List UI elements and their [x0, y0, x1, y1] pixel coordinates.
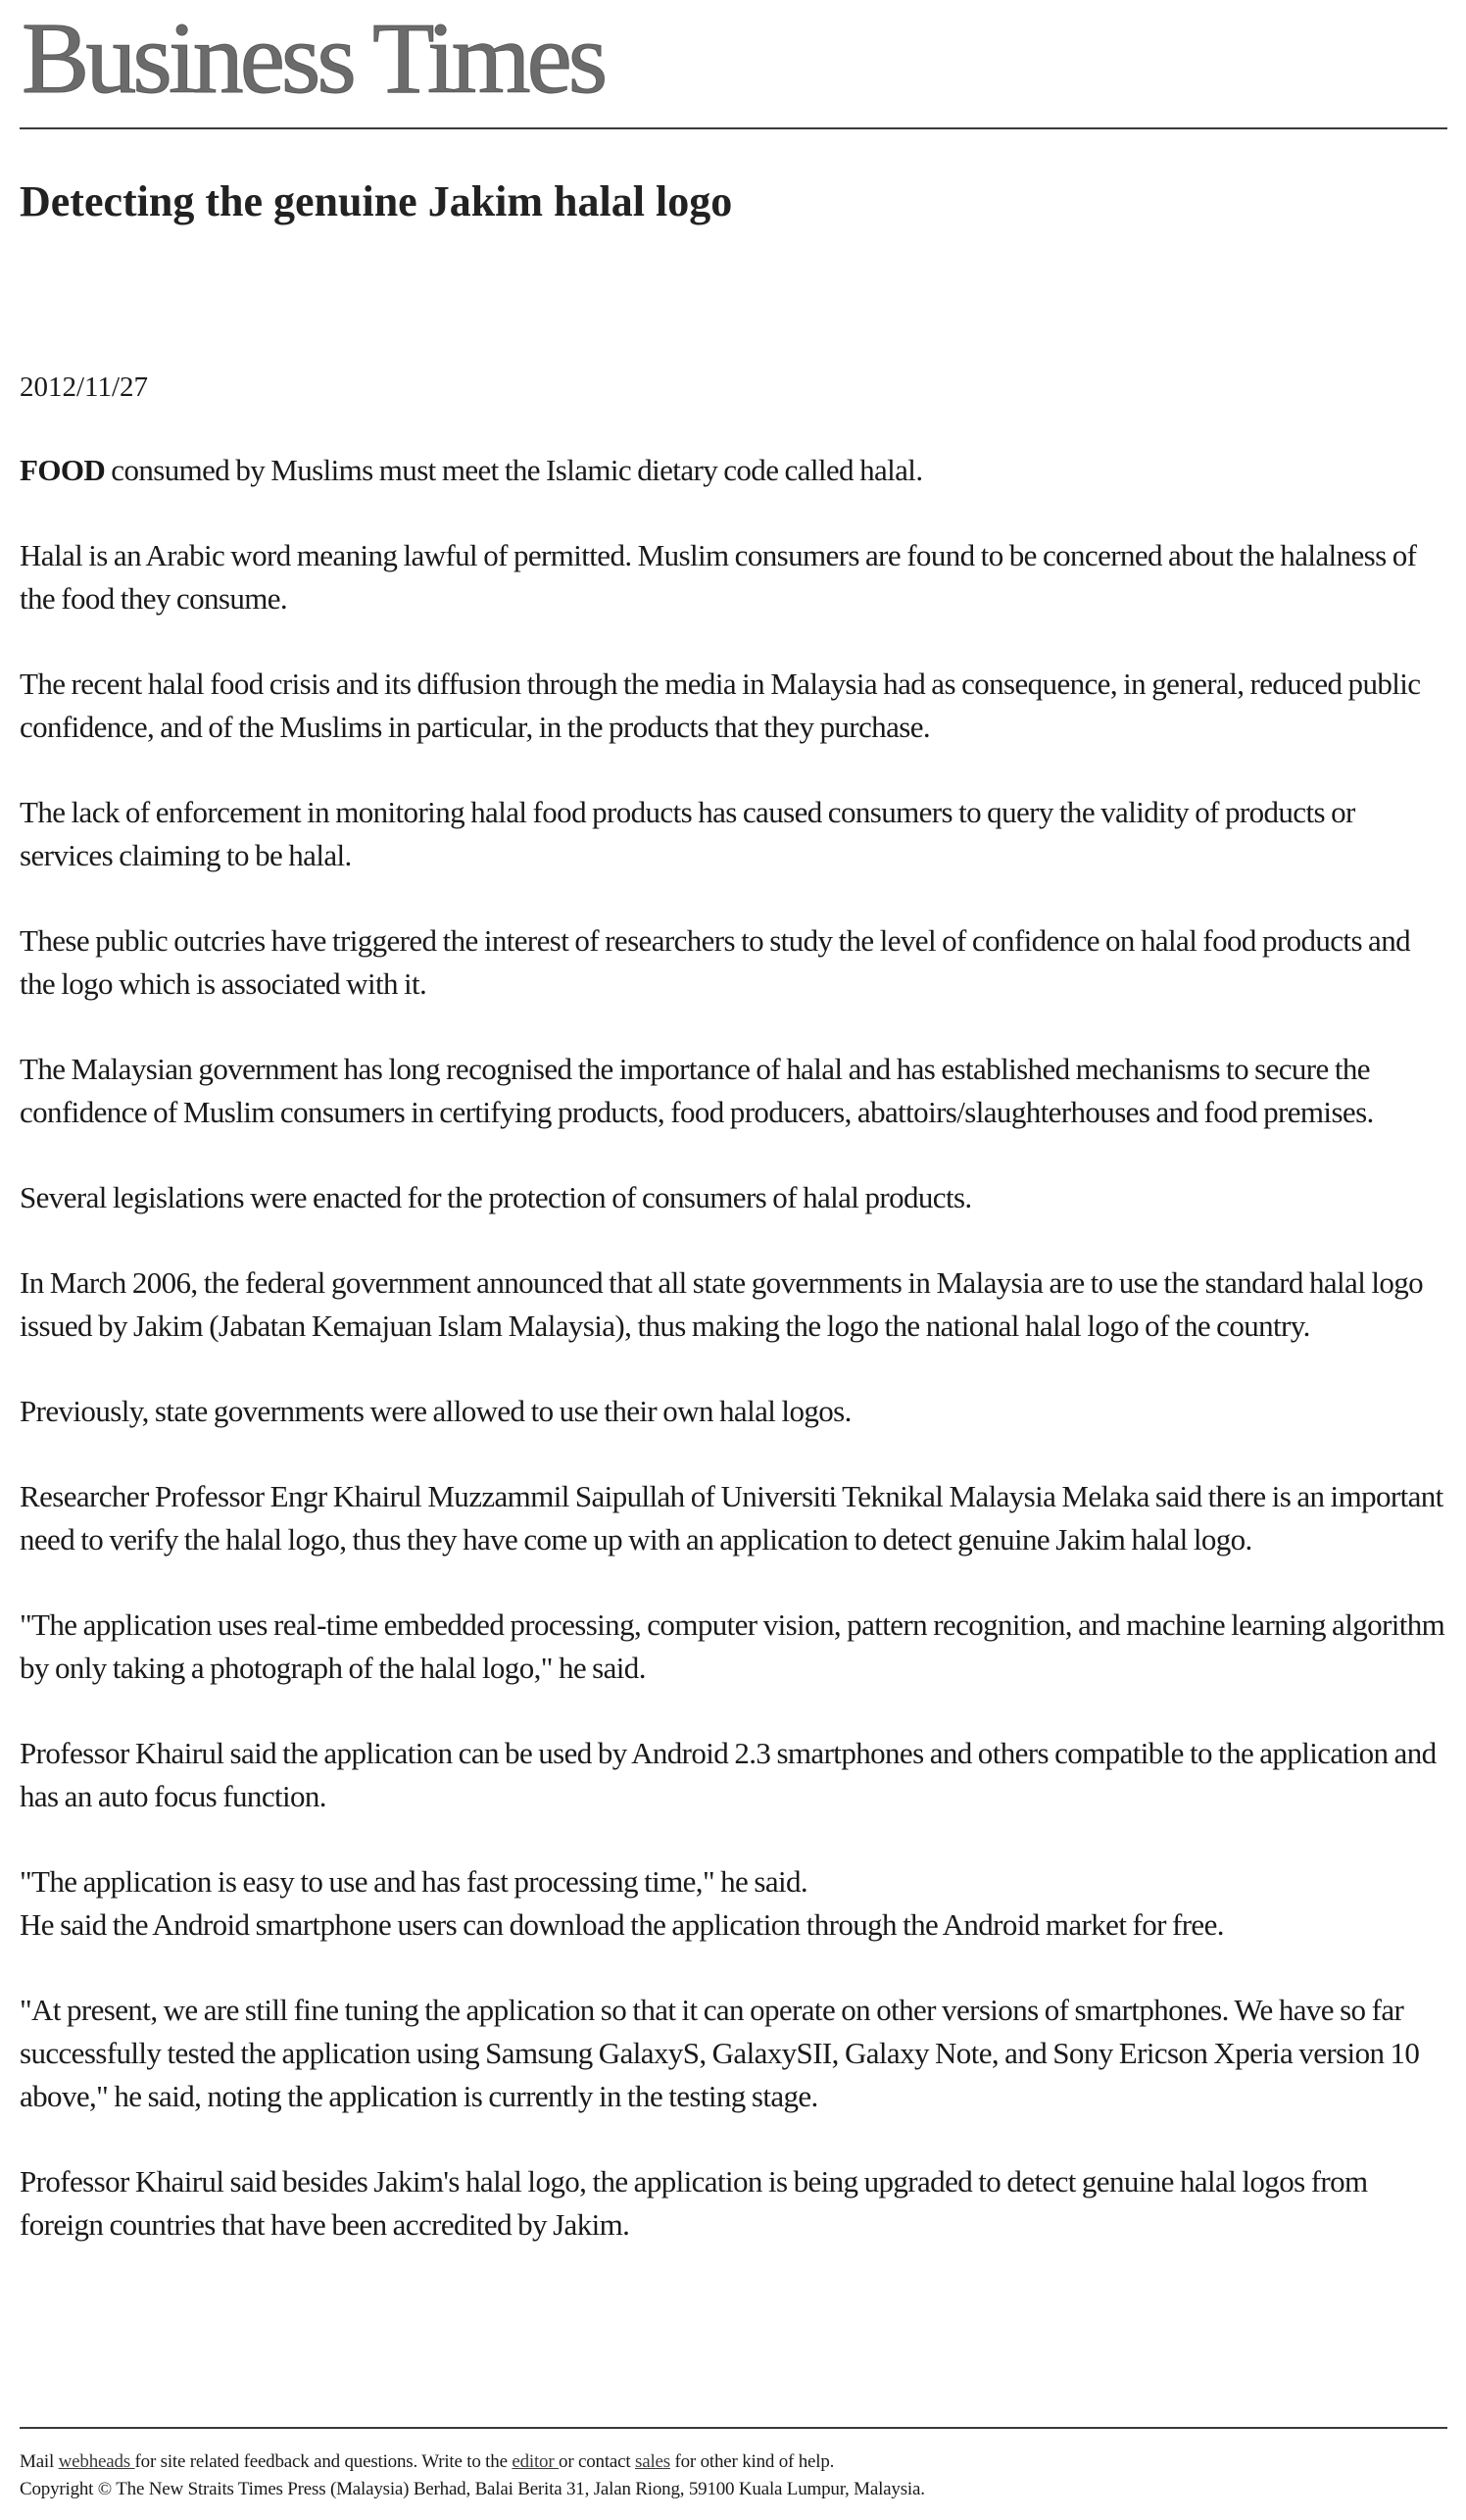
lead-paragraph — [20, 449, 1450, 492]
paragraph: Previously, state governments were allowed to use their own halal logos. — [20, 1394, 852, 1428]
paragraph: Researcher Professor Engr Khairul Muzzammil Saipullah of Universiti Teknikal Malaysia Melaka said there is an important need to verify the halal logo, thus they have come up with an application to detect genuine Jakim halal logo. — [20, 1479, 1443, 1556]
paragraph: Professor Khairul said besides Jakim's halal logo, the application is being upgraded to detect genuine halal logos from foreign countries that have been accredited by Jakim. — [20, 2164, 1368, 2242]
paragraph: Several legislations were enacted for the protection of consumers of halal products. — [20, 1180, 972, 1214]
paragraph: These public outcries have triggered the interest of researchers to study the level of confidence on halal food products and the logo which is associated with it. — [20, 923, 1411, 1001]
paragraph: "The application is easy to use and has fast processing time," he said. — [20, 1864, 808, 1899]
paragraph: The Malaysian government has long recognised the importance of halal and has established mechanisms to secure the confidence of Muslim consumers in certifying products, food producers, abattoirs/slaughterhouses and food premises. — [20, 1052, 1374, 1129]
footer-mail-prefix: Mail — [20, 2451, 59, 2472]
paragraph: The recent halal food crisis and its diffusion through the media in Malaysia had as consequence, in general, reduced public confidence, and of the Muslims in particular, in the products that they purchase. — [20, 667, 1421, 744]
article-body — [20, 449, 1450, 2289]
footer-copyright: Copyright © The New Straits Times Press (Malaysia) Berhad, Balai Berita 31, Jalan Riong, 59100 Kuala Lumpur, Malaysia. — [20, 2479, 925, 2499]
page-footer — [20, 2448, 925, 2503]
footer-contact-line — [20, 2448, 925, 2476]
paragraph: Halal is an Arabic word meaning lawful of permitted. Muslim consumers are found to be concerned about the halalness of the food they consume. — [20, 538, 1417, 616]
footer-text: for other kind of help. — [669, 2451, 835, 2472]
lead-word: FOOD — [20, 453, 106, 487]
footer-divider — [20, 2427, 1447, 2429]
sales-link[interactable]: sales — [635, 2451, 670, 2472]
masthead-logo: Business Times — [22, 2, 605, 115]
paragraph: Professor Khairul said the application can be used by Android 2.3 smartphones and others compatible to the application and has an auto focus function. — [20, 1736, 1437, 1813]
footer-text: or contact — [559, 2451, 636, 2472]
article-date: 2012/11/27 — [20, 371, 149, 403]
paragraph: He said the Android smartphone users can download the application through the Android market for free. — [20, 1907, 1224, 1942]
footer-text: for site related feedback and questions. Write to the — [134, 2451, 513, 2472]
paragraph: "The application uses real-time embedded processing, computer vision, pattern recognition, and machine learning algorithm by only taking a photograph of the halal logo," he said. — [20, 1607, 1445, 1685]
article-headline: Detecting the genuine Jakim halal logo — [20, 177, 733, 225]
paragraph: In March 2006, the federal government announced that all state governments in Malaysia are to use the standard halal logo issued by Jakim (Jabatan Kemajuan Islam Malaysia), thus making the logo the national halal logo of the country. — [20, 1265, 1424, 1343]
webheads-link[interactable]: webheads — [58, 2451, 135, 2472]
lead-text: consumed by Muslims must meet the Islamic dietary code called halal. — [105, 453, 923, 487]
paragraph: "At present, we are still fine tuning the application so that it can operate on other versions of smartphones. We have so far successfully tested the application using Samsung GalaxyS, GalaxySII, Galaxy Note, and Sony Ericson Xperia version 10 above," he said, noting the application is currently in the testing stage. — [20, 1993, 1420, 2113]
masthead-divider — [20, 127, 1447, 129]
editor-link[interactable]: editor — [512, 2451, 560, 2472]
paragraph: The lack of enforcement in monitoring halal food products has caused consumers to query the validity of products or services claiming to be halal. — [20, 795, 1355, 872]
